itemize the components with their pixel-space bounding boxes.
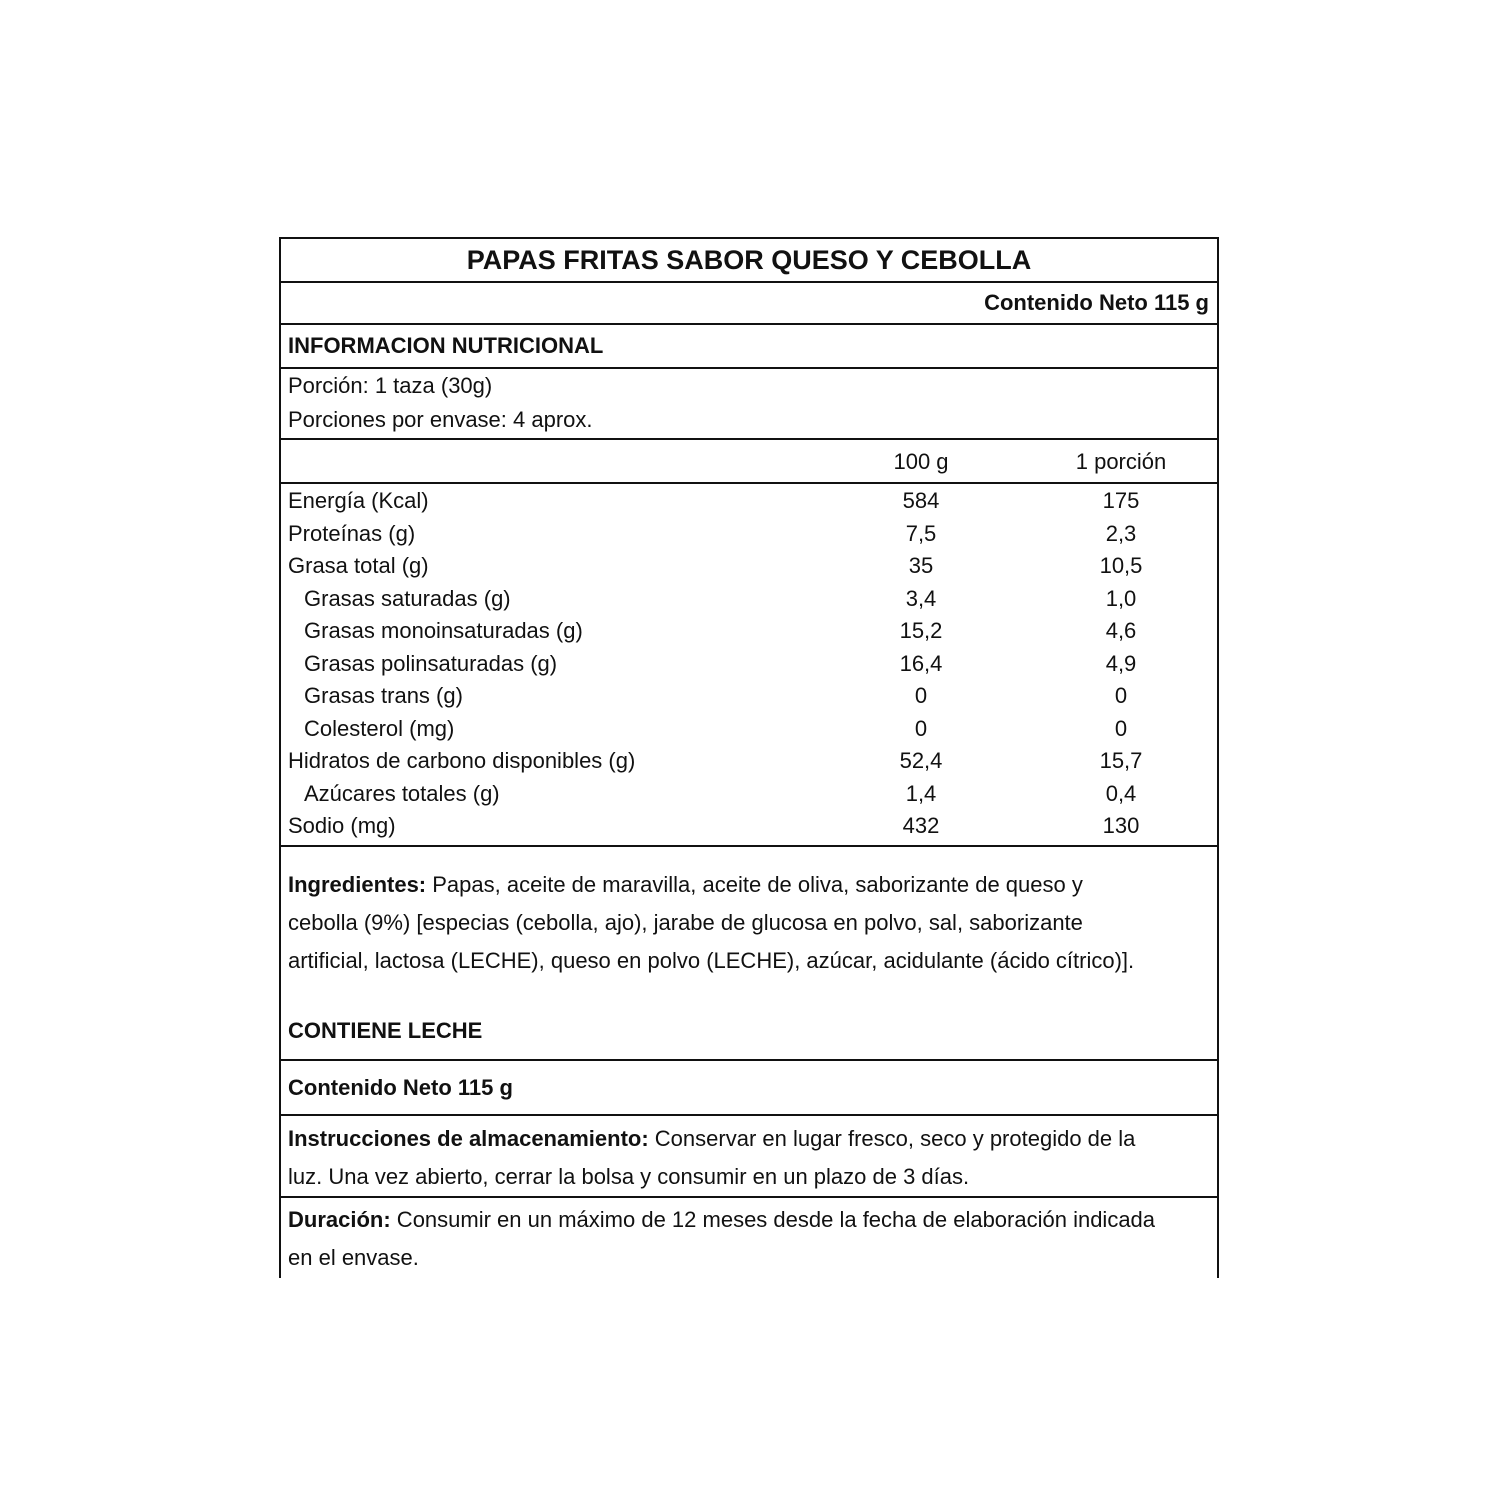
column-perportion-header: 1 porción [1075, 449, 1167, 474]
ingredients-section [281, 847, 1217, 1061]
nutrient-row [281, 485, 1217, 518]
nutrient-row [281, 810, 1217, 843]
portion-size: Porción: 1 taza (30g) [288, 373, 493, 398]
nutrient-name: Colesterol (mg) [304, 715, 455, 741]
nutrient-perportion: 0 [1114, 715, 1128, 741]
storage-text: luz. Una vez abierto, cerrar la bolsa y consumir en un plazo de 3 días. [288, 1163, 970, 1189]
section-title: INFORMACION NUTRICIONAL [281, 325, 1217, 369]
nutrient-per100: 0 [914, 715, 928, 741]
ingredients-label: Ingredientes: [288, 871, 427, 897]
nutrient-perportion: 175 [1102, 488, 1140, 513]
nutrient-name: Energía (Kcal) [288, 488, 429, 513]
ingredients-line: cebolla (9%) [especias (cebolla, ajo), jarabe de glucosa en polvo, sal, saborizante [288, 909, 1083, 935]
nutrient-perportion: 10,5 [1099, 553, 1143, 578]
nutrient-perportion: 4,6 [1105, 618, 1137, 643]
nutrient-row [281, 745, 1217, 778]
storage-text: Conservar en lugar fresco, seco y protegido de la [648, 1125, 1136, 1151]
column-header [281, 440, 1217, 484]
nutrient-per100: 16,4 [899, 650, 943, 676]
storage-section [281, 1116, 1217, 1198]
nutrient-perportion: 0 [1114, 683, 1128, 708]
column-per100-header: 100 g [893, 449, 949, 474]
nutrient-perportion: 130 [1102, 813, 1140, 838]
nutrient-name: Grasas trans (g) [304, 683, 463, 708]
nutrient-row [281, 778, 1217, 811]
nutrient-perportion: 0,4 [1105, 780, 1137, 806]
nutrient-per100: 35 [908, 553, 934, 578]
nutrient-per100: 52,4 [899, 748, 943, 773]
nutrient-name: Proteínas (g) [288, 520, 416, 546]
ingredients-text [281, 847, 1217, 1050]
nutrient-name: Grasa total (g) [288, 553, 429, 578]
duration-text: en el envase. [288, 1244, 419, 1270]
nutrient-row [281, 550, 1217, 583]
nutrient-name: Azúcares totales (g) [304, 780, 500, 806]
nutrient-row [281, 648, 1217, 681]
duration-label: Duración: [288, 1206, 391, 1232]
ingredients-line: Papas, aceite de maravilla, aceite de oliva, saborizante de queso y [426, 871, 1083, 897]
nutrient-name: Grasas saturadas (g) [304, 585, 511, 611]
nutrient-per100: 432 [902, 813, 940, 838]
nutrient-perportion: 4,9 [1105, 650, 1137, 676]
portion-info [281, 369, 1217, 440]
nutrient-per100: 584 [902, 488, 940, 513]
nutrient-per100: 1,4 [905, 780, 937, 806]
net-content-bottom: Contenido Neto 115 g [281, 1061, 1217, 1116]
nutrient-name: Hidratos de carbono disponibles (g) [288, 748, 636, 773]
nutrient-perportion: 1,0 [1105, 585, 1137, 611]
duration-section [281, 1198, 1217, 1278]
nutrition-label [279, 237, 1219, 1278]
nutrient-row [281, 518, 1217, 551]
net-content-top: Contenido Neto 115 g [281, 283, 1217, 325]
nutrient-perportion: 15,7 [1099, 748, 1143, 773]
nutrient-per100: 3,4 [905, 585, 937, 611]
nutrient-name: Grasas monoinsaturadas (g) [304, 618, 583, 643]
nutrient-per100: 0 [914, 683, 928, 708]
nutrient-row [281, 713, 1217, 746]
nutrient-table [281, 484, 1217, 847]
ingredients-line: artificial, lactosa (LECHE), queso en polvo (LECHE), azúcar, acidulante (ácido cítrico)]. [288, 947, 1135, 973]
nutrient-name: Sodio (mg) [288, 813, 396, 838]
nutrient-row [281, 583, 1217, 616]
portions-per-pack: Porciones por envase: 4 aprox. [288, 407, 593, 432]
nutrient-per100: 15,2 [899, 618, 943, 643]
nutrient-name: Grasas polinsaturadas (g) [304, 650, 558, 676]
nutrient-per100: 7,5 [905, 520, 937, 546]
allergen-warning: CONTIENE LECHE [288, 1017, 483, 1043]
storage-label: Instrucciones de almacenamiento: [288, 1125, 649, 1151]
nutrient-perportion: 2,3 [1105, 520, 1137, 546]
product-title: PAPAS FRITAS SABOR QUESO Y CEBOLLA [281, 239, 1217, 283]
duration-text: Consumir en un máximo de 12 meses desde la fecha de elaboración indicada [390, 1206, 1156, 1232]
nutrient-row [281, 680, 1217, 713]
nutrient-row [281, 615, 1217, 648]
